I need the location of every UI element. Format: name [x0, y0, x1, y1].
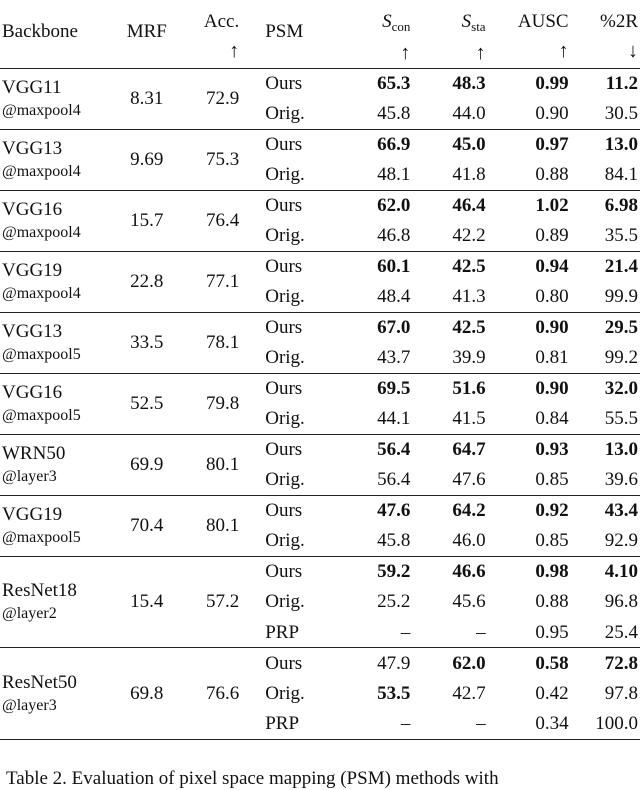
- sta-cell: 51.6: [452, 378, 486, 399]
- ausc-cell: 0.94: [535, 256, 569, 277]
- backbone-layer: @maxpool4: [2, 102, 81, 119]
- r2-cell: 72.8: [604, 652, 638, 674]
- sta-cell: 62.0: [452, 652, 486, 674]
- mrf-cell: 22.8: [130, 271, 164, 292]
- psm-cell: Orig.: [265, 103, 305, 124]
- acc-cell: 79.8: [205, 393, 240, 414]
- backbone-cell: [0, 251, 109, 312]
- header-2r-label: %2R: [600, 11, 638, 32]
- psm-cell: Orig.: [265, 347, 305, 368]
- con-cell: 67.0: [377, 317, 411, 338]
- backbone-layer: @layer2: [2, 605, 57, 623]
- psm-cell: Ours: [265, 317, 303, 338]
- table-body: [0, 68, 640, 739]
- header-backbone: Backbone: [2, 21, 78, 42]
- con-cell: 69.5: [377, 378, 411, 399]
- psm-cell: Orig.: [265, 225, 305, 246]
- r2-cell: 32.0: [604, 378, 638, 399]
- up-arrow-icon: ↑: [475, 42, 486, 64]
- backbone-layer: @layer3: [2, 468, 57, 485]
- backbone-layer: @layer3: [2, 696, 57, 714]
- header-acc-label: Acc.: [203, 11, 240, 32]
- sta-cell: 46.6: [452, 561, 486, 582]
- psm-cell: Orig.: [265, 164, 305, 185]
- psm-cell: Orig.: [265, 408, 305, 429]
- backbone-cell: [0, 648, 109, 740]
- ausc-cell: 0.85: [535, 469, 569, 490]
- down-arrow-icon: ↓: [628, 40, 638, 62]
- up-arrow-icon: ↑: [558, 40, 569, 62]
- mrf-cell: 69.9: [130, 454, 164, 475]
- sta-cell: 46.0: [452, 530, 486, 551]
- ausc-cell: 0.84: [535, 408, 569, 429]
- mrf-cell: 70.4: [130, 515, 164, 536]
- sta-cell: 64.2: [452, 500, 486, 521]
- r2-cell: 13.0: [604, 439, 638, 460]
- acc-cell: 57.2: [205, 591, 240, 613]
- ausc-cell: 0.92: [535, 500, 569, 521]
- sta-cell: 42.5: [452, 256, 486, 277]
- sta-cell: 46.4: [452, 195, 486, 216]
- acc-cell: 77.1: [205, 271, 240, 292]
- backbone-cell: [0, 495, 109, 556]
- r2-cell: 99.9: [604, 286, 638, 307]
- backbone-name: VGG19: [2, 504, 63, 525]
- backbone-layer: @maxpool4: [2, 285, 81, 302]
- con-cell: –: [400, 713, 411, 734]
- sta-cell: 45.0: [452, 134, 486, 155]
- sta-cell: –: [476, 621, 486, 643]
- psm-cell: Orig.: [265, 530, 305, 551]
- backbone-cell: [0, 68, 109, 129]
- table-row: [0, 434, 640, 465]
- table-row: [0, 556, 640, 587]
- con-cell: 43.7: [377, 347, 411, 368]
- backbone-name: VGG16: [2, 382, 63, 403]
- psm-cell: Orig.: [265, 682, 305, 704]
- psm-cell: Orig.: [265, 469, 305, 490]
- con-cell: 46.8: [377, 225, 411, 246]
- mrf-cell: 8.31: [130, 88, 164, 109]
- psm-cell: PRP: [265, 713, 300, 734]
- r2-cell: 100.0: [595, 713, 638, 734]
- ausc-cell: 0.58: [535, 652, 569, 674]
- up-arrow-icon: ↑: [229, 40, 240, 62]
- psm-cell: Ours: [265, 439, 303, 460]
- psm-cell: Orig.: [265, 286, 305, 307]
- ausc-cell: 0.97: [535, 134, 569, 155]
- sta-cell: 47.6: [452, 469, 486, 490]
- con-cell: 65.3: [377, 73, 411, 94]
- sta-cell: 42.2: [452, 225, 486, 246]
- table-row: [0, 251, 640, 282]
- psm-cell: Orig.: [265, 591, 305, 613]
- sta-cell: 41.8: [452, 164, 486, 185]
- backbone-layer: @maxpool4: [2, 163, 81, 180]
- con-cell: 45.8: [377, 530, 411, 551]
- table-row: [0, 312, 640, 343]
- r2-cell: 13.0: [604, 134, 638, 155]
- con-cell: 47.6: [377, 500, 411, 521]
- con-cell: –: [400, 621, 411, 643]
- r2-cell: 92.9: [604, 530, 638, 551]
- con-cell: 66.9: [377, 134, 411, 155]
- psm-cell: Ours: [265, 378, 303, 399]
- psm-cell: Ours: [265, 256, 303, 277]
- backbone-name: VGG16: [2, 199, 63, 220]
- header-psm: PSM: [265, 21, 304, 42]
- sta-cell: 64.7: [452, 439, 486, 460]
- table-row: [0, 495, 640, 526]
- con-cell: 45.8: [377, 103, 411, 124]
- ausc-cell: 0.90: [535, 378, 569, 399]
- mrf-cell: 69.8: [130, 682, 164, 704]
- ausc-cell: 0.81: [535, 347, 569, 368]
- up-arrow-icon: ↑: [400, 42, 411, 64]
- ausc-cell: 0.90: [535, 103, 569, 124]
- sta-cell: 39.9: [452, 347, 486, 368]
- backbone-name: WRN50: [2, 443, 66, 464]
- ausc-cell: 0.34: [535, 713, 569, 734]
- ausc-cell: 0.89: [535, 225, 569, 246]
- r2-cell: 35.5: [604, 225, 638, 246]
- sta-cell: 41.5: [452, 408, 486, 429]
- con-cell: 62.0: [377, 195, 411, 216]
- mrf-cell: 15.4: [130, 591, 164, 613]
- r2-cell: 99.2: [604, 347, 638, 368]
- ausc-cell: 0.99: [535, 73, 569, 94]
- sta-cell: 42.7: [452, 682, 486, 704]
- sta-cell: 41.3: [452, 286, 486, 307]
- header-ausc-label: AUSC: [517, 11, 569, 32]
- header-2r: [581, 0, 640, 68]
- backbone-cell: [0, 373, 109, 434]
- ausc-cell: 0.80: [535, 286, 569, 307]
- backbone-layer: @maxpool5: [2, 407, 81, 424]
- sta-cell: 42.5: [452, 317, 486, 338]
- psm-cell: PRP: [265, 621, 300, 643]
- backbone-cell: [0, 434, 109, 495]
- backbone-layer: @maxpool4: [2, 224, 81, 241]
- con-cell: 53.5: [377, 682, 411, 704]
- sta-cell: –: [476, 713, 486, 734]
- r2-cell: 97.8: [604, 682, 638, 704]
- table-row: [0, 68, 640, 99]
- acc-cell: 76.6: [205, 682, 240, 704]
- table-row: [0, 190, 640, 221]
- psm-cell: Ours: [265, 134, 303, 155]
- backbone-name: VGG19: [2, 260, 63, 281]
- acc-cell: 75.3: [205, 149, 240, 170]
- r2-cell: 55.5: [604, 408, 638, 429]
- psm-cell: Ours: [265, 652, 303, 674]
- con-cell: 44.1: [377, 408, 411, 429]
- acc-cell: 72.9: [205, 88, 240, 109]
- ausc-cell: 0.93: [535, 439, 569, 460]
- r2-cell: 39.6: [604, 469, 638, 490]
- psm-cell: Ours: [265, 195, 303, 216]
- mrf-cell: 33.5: [130, 332, 164, 353]
- table-row: [0, 648, 640, 679]
- ausc-cell: 0.88: [535, 591, 569, 613]
- mrf-cell: 9.69: [130, 149, 164, 170]
- acc-cell: 80.1: [205, 454, 240, 475]
- sta-cell: 45.6: [452, 591, 486, 613]
- ausc-cell: 0.95: [535, 621, 569, 643]
- psm-cell: Ours: [265, 73, 303, 94]
- header-mrf: MRF: [126, 21, 167, 42]
- con-cell: 48.4: [377, 286, 411, 307]
- ausc-cell: 0.42: [535, 682, 569, 704]
- backbone-cell: [0, 556, 109, 648]
- r2-cell: 43.4: [604, 500, 638, 521]
- acc-cell: 76.4: [205, 210, 240, 231]
- backbone-name: ResNet50: [2, 671, 77, 693]
- r2-cell: 11.2: [605, 73, 638, 94]
- psm-cell: Ours: [265, 500, 303, 521]
- ausc-cell: 0.90: [535, 317, 569, 338]
- header-ssta-label: $S_{sta}$: [461, 11, 486, 34]
- table-header-row: [0, 0, 640, 68]
- backbone-name: ResNet18: [2, 580, 77, 602]
- backbone-layer: @maxpool5: [2, 529, 81, 546]
- con-cell: 56.4: [377, 469, 411, 490]
- r2-cell: 21.4: [604, 256, 638, 277]
- backbone-layer: @maxpool5: [2, 346, 81, 363]
- r2-cell: 84.1: [604, 164, 638, 185]
- backbone-name: VGG13: [2, 138, 63, 159]
- mrf-cell: 52.5: [130, 393, 164, 414]
- sta-cell: 44.0: [452, 103, 486, 124]
- table-row: [0, 373, 640, 404]
- table-row: [0, 129, 640, 160]
- r2-cell: 96.8: [604, 591, 638, 613]
- ausc-cell: 1.02: [535, 195, 569, 216]
- ausc-cell: 0.98: [535, 561, 569, 582]
- r2-cell: 29.5: [604, 317, 638, 338]
- con-cell: 47.9: [377, 652, 411, 674]
- backbone-cell: [0, 129, 109, 190]
- con-cell: 25.2: [377, 591, 411, 613]
- backbone-cell: [0, 312, 109, 373]
- backbone-name: VGG11: [2, 77, 62, 98]
- backbone-name: VGG13: [2, 321, 63, 342]
- header-scon-label: $S_{con}$: [382, 11, 411, 34]
- table-caption: Table 2. Evaluation of pixel space mapping (PSM) methods with: [6, 768, 499, 789]
- header-acc: [185, 0, 246, 68]
- r2-cell: 30.5: [604, 103, 638, 124]
- acc-cell: 78.1: [205, 332, 240, 353]
- header-ausc: [490, 0, 581, 68]
- backbone-cell: [0, 190, 109, 251]
- ausc-cell: 0.85: [535, 530, 569, 551]
- psm-cell: Ours: [265, 561, 303, 582]
- header-ssta: [414, 0, 489, 68]
- acc-cell: 80.1: [205, 515, 240, 536]
- sta-cell: 48.3: [452, 73, 486, 94]
- r2-cell: 25.4: [604, 621, 638, 643]
- header-scon: [341, 0, 415, 68]
- mrf-cell: 15.7: [130, 210, 164, 231]
- ausc-cell: 0.88: [535, 164, 569, 185]
- r2-cell: 4.10: [604, 561, 638, 582]
- con-cell: 60.1: [377, 256, 411, 277]
- r2-cell: 6.98: [604, 195, 638, 216]
- con-cell: 59.2: [377, 561, 411, 582]
- con-cell: 48.1: [377, 164, 411, 185]
- con-cell: 56.4: [377, 439, 411, 460]
